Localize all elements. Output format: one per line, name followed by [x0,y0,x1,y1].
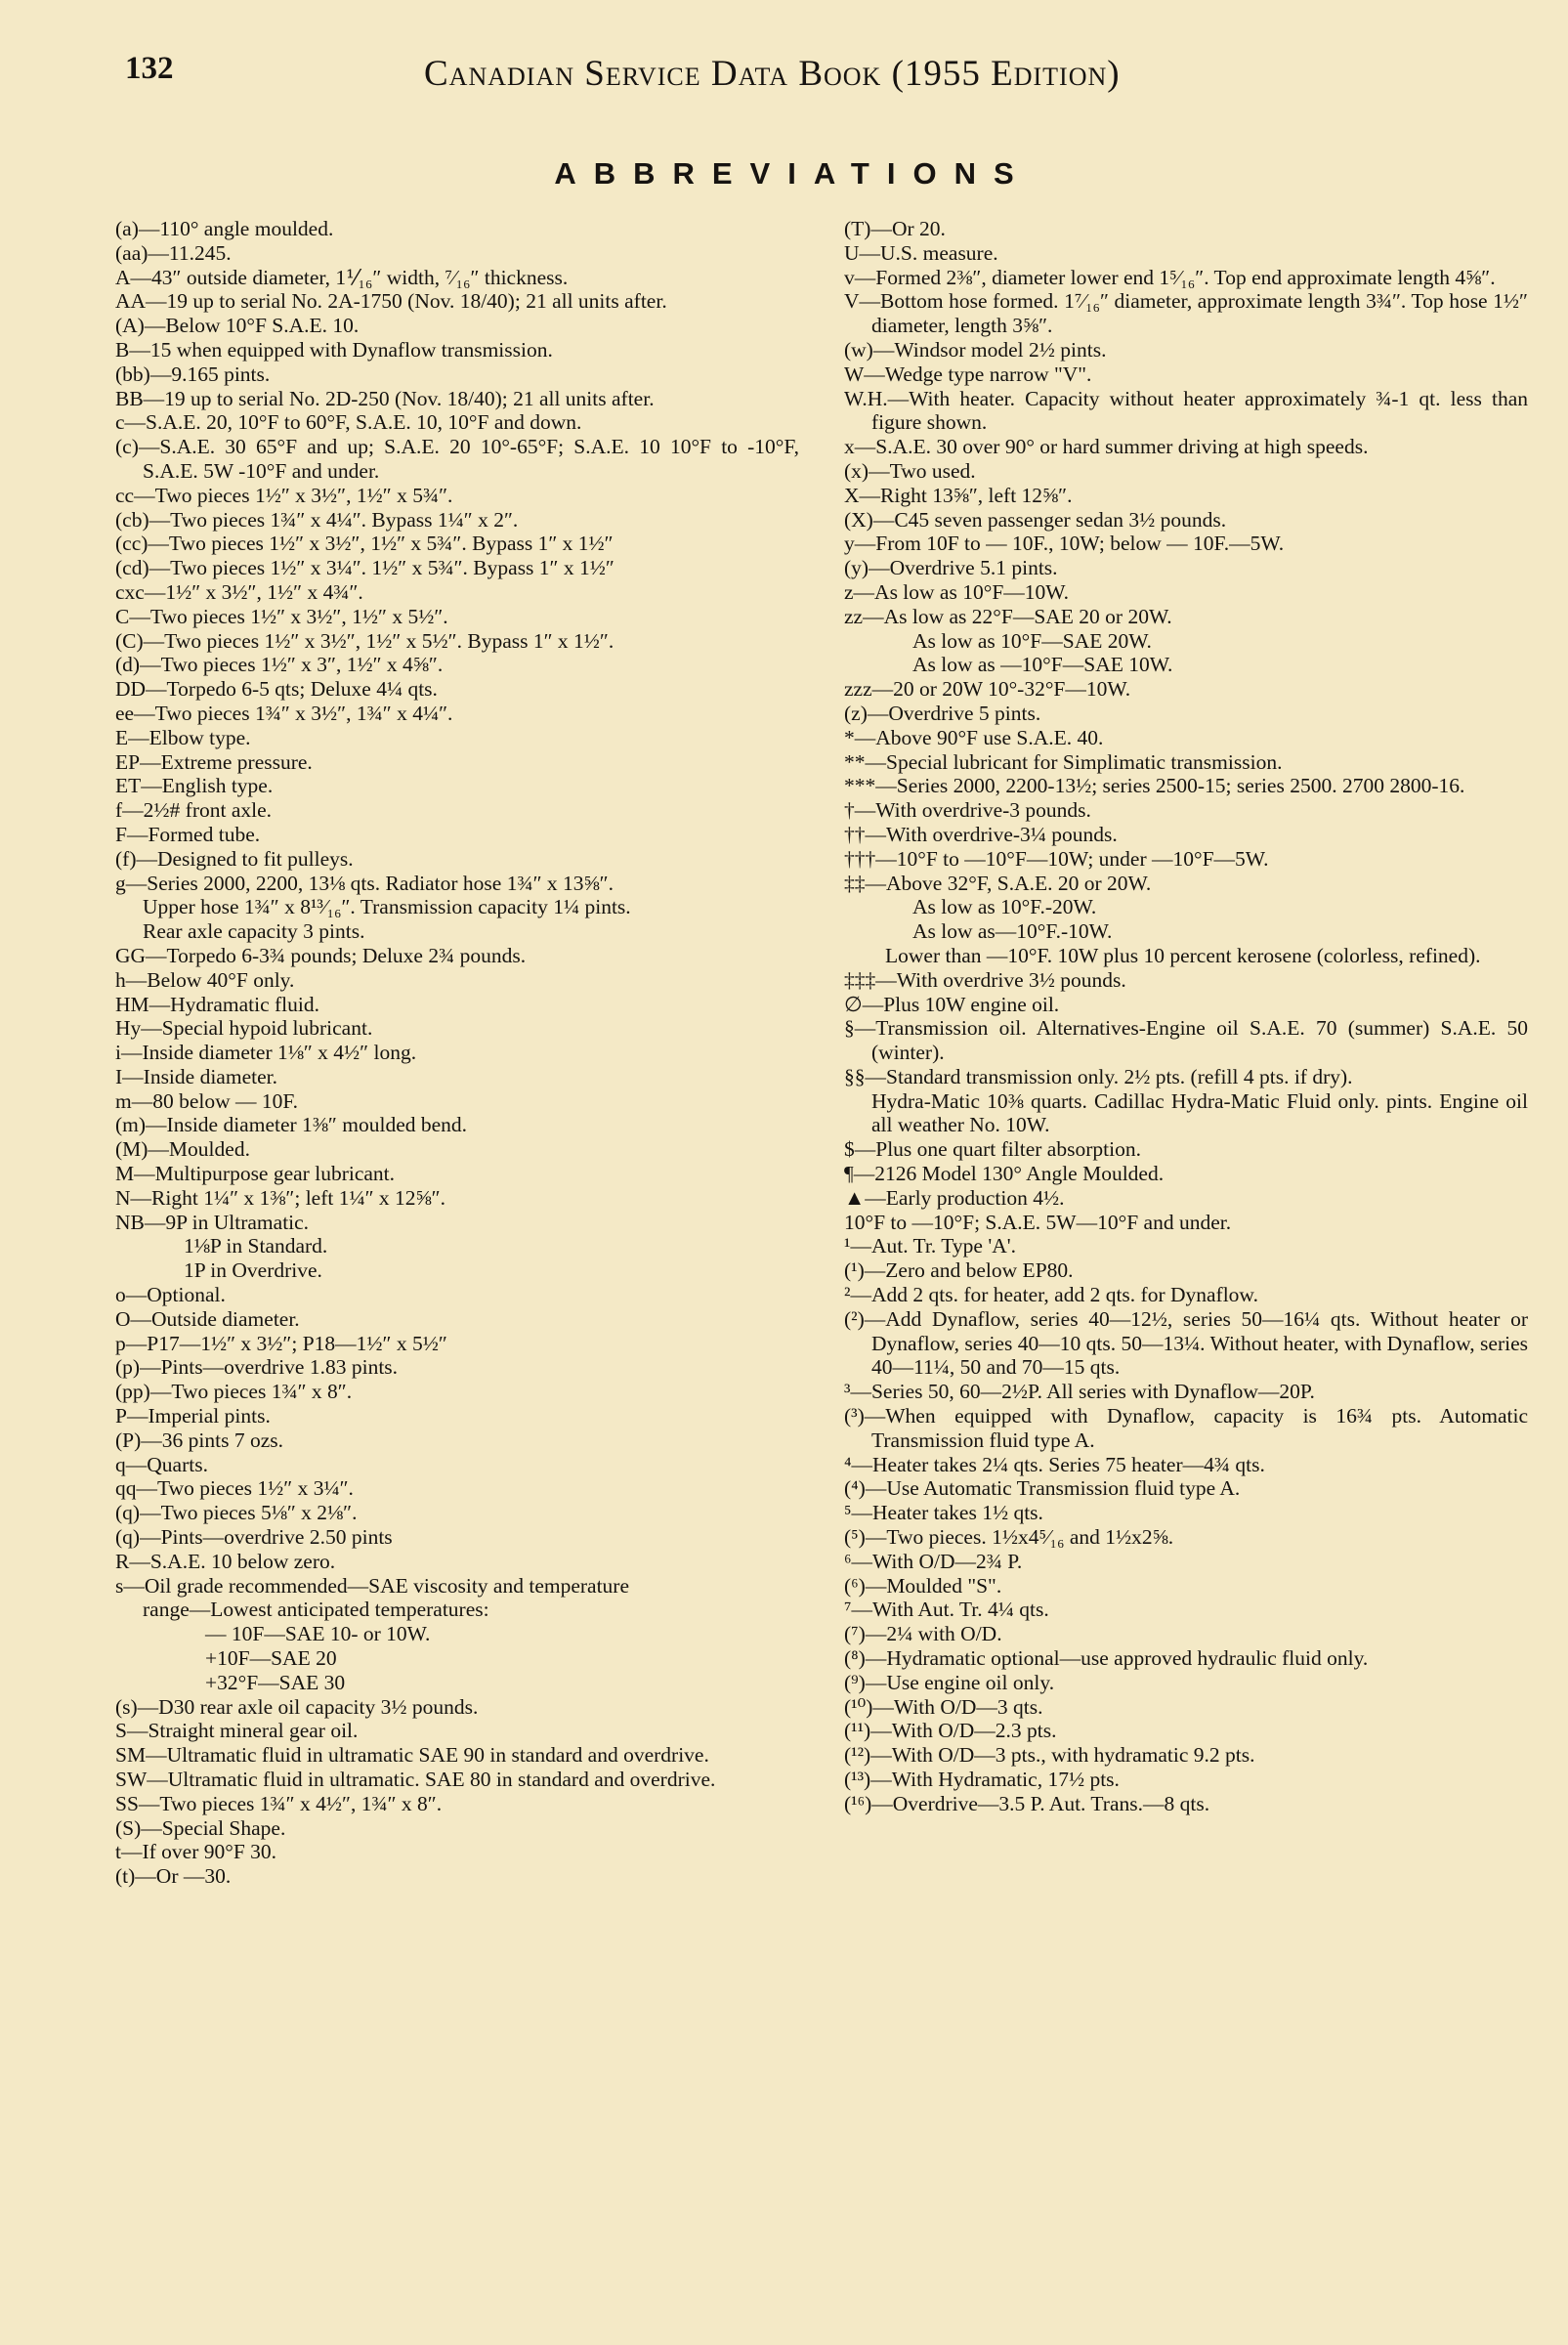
abbreviation-entry: (cc)—Two pieces 1½″ x 3½″, 1½″ x 5¾″. Bypass 1″ x 1½″ [115,532,614,556]
abbreviation-entry: (¹⁶)—Overdrive—3.5 P. Aut. Trans.—8 qts. [844,1791,1210,1815]
abbreviation-entry: (z)—Overdrive 5 pints. [844,701,1041,725]
abbreviation-entry: (q)—Two pieces 5⅛″ x 2⅛″. [115,1501,358,1525]
abbreviation-continuation: As low as—10°F.-10W. [912,919,1113,944]
abbreviation-entry: X—Right 13⅝″, left 12⅝″. [844,483,1073,507]
abbreviation-entry: I—Inside diameter. [115,1064,277,1088]
abbreviation-entry: (a)—110° angle moulded. [115,217,334,240]
abbreviation-entry: (d)—Two pieces 1½″ x 3″, 1½″ x 4⅝″. [115,653,444,677]
abbreviation-entry: zz—As low as 22°F—SAE 20 or 20W. [844,604,1172,628]
abbreviation-entry: (¹⁰)—With O/D—3 qts. [844,1694,1043,1719]
section-title: ABBREVIATIONS [554,156,1032,191]
abbreviation-continuation: — 10F—SAE 10- or 10W. [205,1622,431,1646]
abbreviation-entry: $—Plus one quart filter absorption. [844,1137,1141,1162]
abbreviation-continuation: As low as —10°F—SAE 10W. [912,653,1173,677]
abbreviation-entry: W.H.—With heater. Capacity without heater approximately ¾-1 qt. less than figure shown. [844,386,1528,435]
abbreviation-entry: (p)—Pints—overdrive 1.83 pints. [115,1355,399,1380]
abbreviation-entry: (⁹)—Use engine oil only. [844,1670,1055,1694]
abbreviation-entry: **—Special lubricant for Simplimatic transmission. [844,749,1283,774]
running-title: Canadian Service Data Book (1955 Edition) [424,54,1121,94]
abbreviation-entry: §§—Standard transmission only. 2½ pts. (refill 4 pts. if dry). [844,1064,1353,1088]
abbreviation-entry: C—Two pieces 1½″ x 3½″, 1½″ x 5½″. [115,604,448,628]
abbreviation-entry: ††—With overdrive-3¼ pounds. [844,822,1118,846]
abbreviation-continuation: As low as 10°F—SAE 20W. [912,628,1152,653]
abbreviation-entry: EP—Extreme pressure. [115,749,313,774]
page-number: 132 [125,51,174,86]
abbreviation-entry: B—15 when equipped with Dynaflow transmission. [115,337,553,362]
abbreviation-entry: (t)—Or —30. [115,1864,232,1889]
abbreviation-entry: (³)—When equipped with Dynaflow, capacity is 16¾ pts. Automatic Transmission fluid type A. [844,1404,1528,1452]
abbreviation-entry: †—With overdrive-3 pounds. [844,798,1091,823]
abbreviation-entry: (y)—Overdrive 5.1 pints. [844,556,1058,580]
abbreviation-entry: q—Quarts. [115,1452,208,1476]
abbreviation-entry: ***—Series 2000, 2200-13½; series 2500-15; series 2500. 2700 2800-16. [844,774,1465,798]
abbreviation-entry: GG—Torpedo 6-3¾ pounds; Deluxe 2¾ pounds. [115,943,527,967]
abbreviation-entry: O—Outside diameter. [115,1306,300,1331]
abbreviation-entry: (⁴)—Use Automatic Transmission fluid type A. [844,1476,1241,1501]
abbreviation-entry: (A)—Below 10°F S.A.E. 10. [115,314,360,338]
abbreviation-entry: c—S.A.E. 20, 10°F to 60°F, S.A.E. 10, 10°F and down. [115,410,582,435]
abbreviation-entry: (bb)—9.165 pints. [115,362,271,386]
abbreviation-entry: f—2½# front axle. [115,798,273,823]
abbreviation-entry: (x)—Two used. [844,458,976,483]
abbreviation-entry: v—Formed 2⅜″, diameter lower end 1⁵⁄₁₆″. Top end approximate length 4⅝″. [844,265,1496,289]
abbreviation-entry: ET—English type. [115,774,274,798]
abbreviation-entry: ¶—2126 Model 130° Angle Moulded. [844,1162,1165,1186]
abbreviation-continuation: Upper hose 1¾″ x 8¹³⁄₁₆″. Transmission capacity 1¼ pints. [143,895,631,919]
abbreviation-entry: s—Oil grade recommended—SAE viscosity and temperature [115,1573,630,1598]
abbreviation-entry: †††—10°F to —10°F—10W; under —10°F—5W. [844,846,1269,871]
abbreviation-entry: (⁶)—Moulded "S". [844,1573,1002,1598]
abbreviation-entry: AA—19 up to serial No. 2A-1750 (Nov. 18/40); 21 all units after. [115,289,667,314]
abbreviation-continuation: range—Lowest anticipated temperatures: [143,1598,489,1622]
abbreviation-entry: U—U.S. measure. [844,240,998,265]
abbreviation-entry: (pp)—Two pieces 1¾″ x 8″. [115,1380,353,1404]
abbreviation-entry: A—43″ outside diameter, 1⅟₁₆″ width, ⁷⁄₁₆″ thickness. [115,265,569,289]
abbreviation-entry: N—Right 1¼″ x 1⅜″; left 1¼″ x 12⅝″. [115,1185,446,1210]
abbreviation-entry: y—From 10F to — 10F., 10W; below — 10F.—5W. [844,532,1285,556]
abbreviation-entry: (w)—Windsor model 2½ pints. [844,337,1107,362]
abbreviation-entry: ‡‡‡—With overdrive 3½ pounds. [844,967,1126,992]
abbreviation-entry: SW—Ultramatic fluid in ultramatic. SAE 80 in standard and overdrive. [115,1768,716,1791]
abbreviation-entry: Hy—Special hypoid lubricant. [115,1016,373,1041]
abbreviation-entry: (⁵)—Two pieces. 1½x4⁵⁄₁₆ and 1½x2⅝. [844,1525,1174,1550]
abbreviation-entry: (q)—Pints—overdrive 2.50 pints [115,1525,393,1550]
abbreviation-continuation: +32°F—SAE 30 [205,1670,346,1694]
abbreviation-entry: W—Wedge type narrow "V". [844,362,1092,386]
abbreviation-entry: ⁴—Heater takes 2¼ qts. Series 75 heater—4¾ qts. [844,1452,1265,1476]
abbreviation-continuation: +10F—SAE 20 [205,1646,337,1671]
abbreviation-entry: R—S.A.E. 10 below zero. [115,1549,336,1573]
abbreviation-entry: NB—9P in Ultramatic. [115,1210,310,1234]
abbreviation-entry: BB—19 up to serial No. 2D-250 (Nov. 18/40); 21 all units after. [115,386,655,410]
abbreviation-entry: t—If over 90°F 30. [115,1840,277,1864]
abbreviations-right-column [844,217,1528,1816]
abbreviation-entry: (C)—Two pieces 1½″ x 3½″, 1½″ x 5½″. Bypass 1″ x 1½″. [115,628,614,653]
abbreviation-entry: DD—Torpedo 6-5 qts; Deluxe 4¼ qts. [115,677,438,702]
abbreviation-entry: ²—Add 2 qts. for heater, add 2 qts. for Dynaflow. [844,1283,1258,1307]
abbreviation-entry: i—Inside diameter 1⅛″ x 4½″ long. [115,1041,417,1065]
abbreviation-entry: p—P17—1½″ x 3½″; P18—1½″ x 5½″ [115,1331,447,1355]
abbreviation-entry: (S)—Special Shape. [115,1815,286,1840]
abbreviation-entry: P—Imperial pints. [115,1404,271,1428]
abbreviation-entry: (¹¹)—With O/D—2.3 pts. [844,1719,1057,1743]
page-header [0,51,1568,119]
abbreviation-entry: (f)—Designed to fit pulleys. [115,846,354,871]
abbreviation-entry: SM—Ultramatic fluid in ultramatic SAE 90 in standard and overdrive. [115,1743,709,1768]
abbreviation-entry: 10°F to —10°F; S.A.E. 5W—10°F and under. [844,1210,1232,1234]
abbreviation-entry: E—Elbow type. [115,725,251,749]
abbreviation-continuation: Hydra-Matic 10⅜ quarts. Cadillac Hydra-Matic Fluid only. pints. Engine oil all weather No. 10W. [871,1088,1528,1137]
abbreviation-entry: (¹²)—With O/D—3 pts., with hydramatic 9.2 pts. [844,1743,1255,1768]
abbreviation-continuation: As low as 10°F.-20W. [912,895,1097,919]
abbreviation-entry: HM—Hydramatic fluid. [115,992,319,1016]
abbreviations-left-column [115,217,799,1889]
abbreviation-entry: cxc—1½″ x 3½″, 1½″ x 4¾″. [115,579,363,604]
abbreviation-continuation: Rear axle capacity 3 pints. [143,919,365,944]
abbreviation-continuation: Lower than —10°F. 10W plus 10 percent kerosene (colorless, refined). [885,943,1481,967]
abbreviation-entry: x—S.A.E. 30 over 90° or hard summer driving at high speeds. [844,435,1369,459]
abbreviation-entry: (cb)—Two pieces 1¾″ x 4¼″. Bypass 1¼″ x 2″. [115,507,519,532]
abbreviation-entry: o—Optional. [115,1283,226,1307]
abbreviation-entry: (M)—Moulded. [115,1137,250,1162]
abbreviation-entry: ¹—Aut. Tr. Type 'A'. [844,1234,1016,1258]
abbreviation-entry: (¹³)—With Hydramatic, 17½ pts. [844,1768,1120,1791]
abbreviation-entry: (P)—36 pints 7 ozs. [115,1428,283,1452]
abbreviation-entry: ³—Series 50, 60—2½P. All series with Dynaflow—20P. [844,1380,1315,1404]
abbreviation-entry: S—Straight mineral gear oil. [115,1719,359,1743]
abbreviation-entry: *—Above 90°F use S.A.E. 40. [844,725,1104,749]
abbreviation-entry: ⁷—With Aut. Tr. 4¼ qts. [844,1598,1049,1622]
abbreviation-entry: h—Below 40°F only. [115,967,295,992]
abbreviation-entry: (¹)—Zero and below EP80. [844,1258,1074,1283]
abbreviation-entry: (m)—Inside diameter 1⅜″ moulded bend. [115,1113,468,1137]
abbreviation-entry: ∅—Plus 10W engine oil. [844,992,1060,1016]
abbreviation-entry: (²)—Add Dynaflow, series 40—12½, series 50—16¼ qts. Without heater or Dynaflow, series 40—10 qts. 50—13¼. Without heater, with Dynaflow, series 40—11¼, 50 and 70—15 qts. [844,1306,1528,1380]
abbreviation-entry: (⁸)—Hydramatic optional—use approved hydraulic fluid only. [844,1646,1369,1671]
abbreviation-entry: (aa)—11.245. [115,240,232,265]
abbreviation-entry: SS—Two pieces 1¾″ x 4½″, 1¾″ x 8″. [115,1791,443,1815]
abbreviation-entry: (T)—Or 20. [844,217,946,240]
abbreviation-entry: (X)—C45 seven passenger sedan 3½ pounds. [844,507,1227,532]
abbreviation-entry: (c)—S.A.E. 30 65°F and up; S.A.E. 20 10°-65°F; S.A.E. 10 10°F to -10°F, S.A.E. 5W -10°F and under. [115,435,799,483]
abbreviation-entry: M—Multipurpose gear lubricant. [115,1162,396,1186]
abbreviation-entry: zzz—20 or 20W 10°-32°F—10W. [844,677,1131,702]
abbreviation-entry: m—80 below — 10F. [115,1088,299,1113]
abbreviation-entry: qq—Two pieces 1½″ x 3¼″. [115,1476,354,1501]
abbreviation-entry: ⁵—Heater takes 1½ qts. [844,1501,1043,1525]
abbreviation-entry: (s)—D30 rear axle oil capacity 3½ pounds. [115,1694,479,1719]
abbreviation-entry: (cd)—Two pieces 1½″ x 3¼″. 1½″ x 5¾″. Bypass 1″ x 1½″ [115,556,614,580]
abbreviation-entry: cc—Two pieces 1½″ x 3½″, 1½″ x 5¾″. [115,483,453,507]
abbreviation-continuation: 1P in Overdrive. [184,1258,322,1283]
abbreviation-entry: ee—Two pieces 1¾″ x 3½″, 1¾″ x 4¼″. [115,701,453,725]
abbreviation-entry: ‡‡—Above 32°F, S.A.E. 20 or 20W. [844,871,1152,895]
abbreviation-entry: z—As low as 10°F—10W. [844,579,1069,604]
abbreviation-continuation: 1⅛P in Standard. [184,1234,328,1258]
abbreviation-entry: V—Bottom hose formed. 1⁷⁄₁₆″ diameter, approximate length 3¾″. Top hose 1½″ diameter, length 3⅝″. [844,289,1528,338]
abbreviation-entry: ▲—Early production 4½. [844,1185,1065,1210]
abbreviation-entry: §—Transmission oil. Alternatives-Engine oil S.A.E. 70 (summer) S.A.E. 50 (winter). [844,1016,1528,1065]
abbreviation-entry: F—Formed tube. [115,822,261,846]
abbreviation-entry: g—Series 2000, 2200, 13⅛ qts. Radiator hose 1¾″ x 13⅝″. [115,871,614,895]
abbreviation-entry: ⁶—With O/D—2¾ P. [844,1549,1023,1573]
abbreviation-entry: (⁷)—2¼ with O/D. [844,1622,1002,1646]
